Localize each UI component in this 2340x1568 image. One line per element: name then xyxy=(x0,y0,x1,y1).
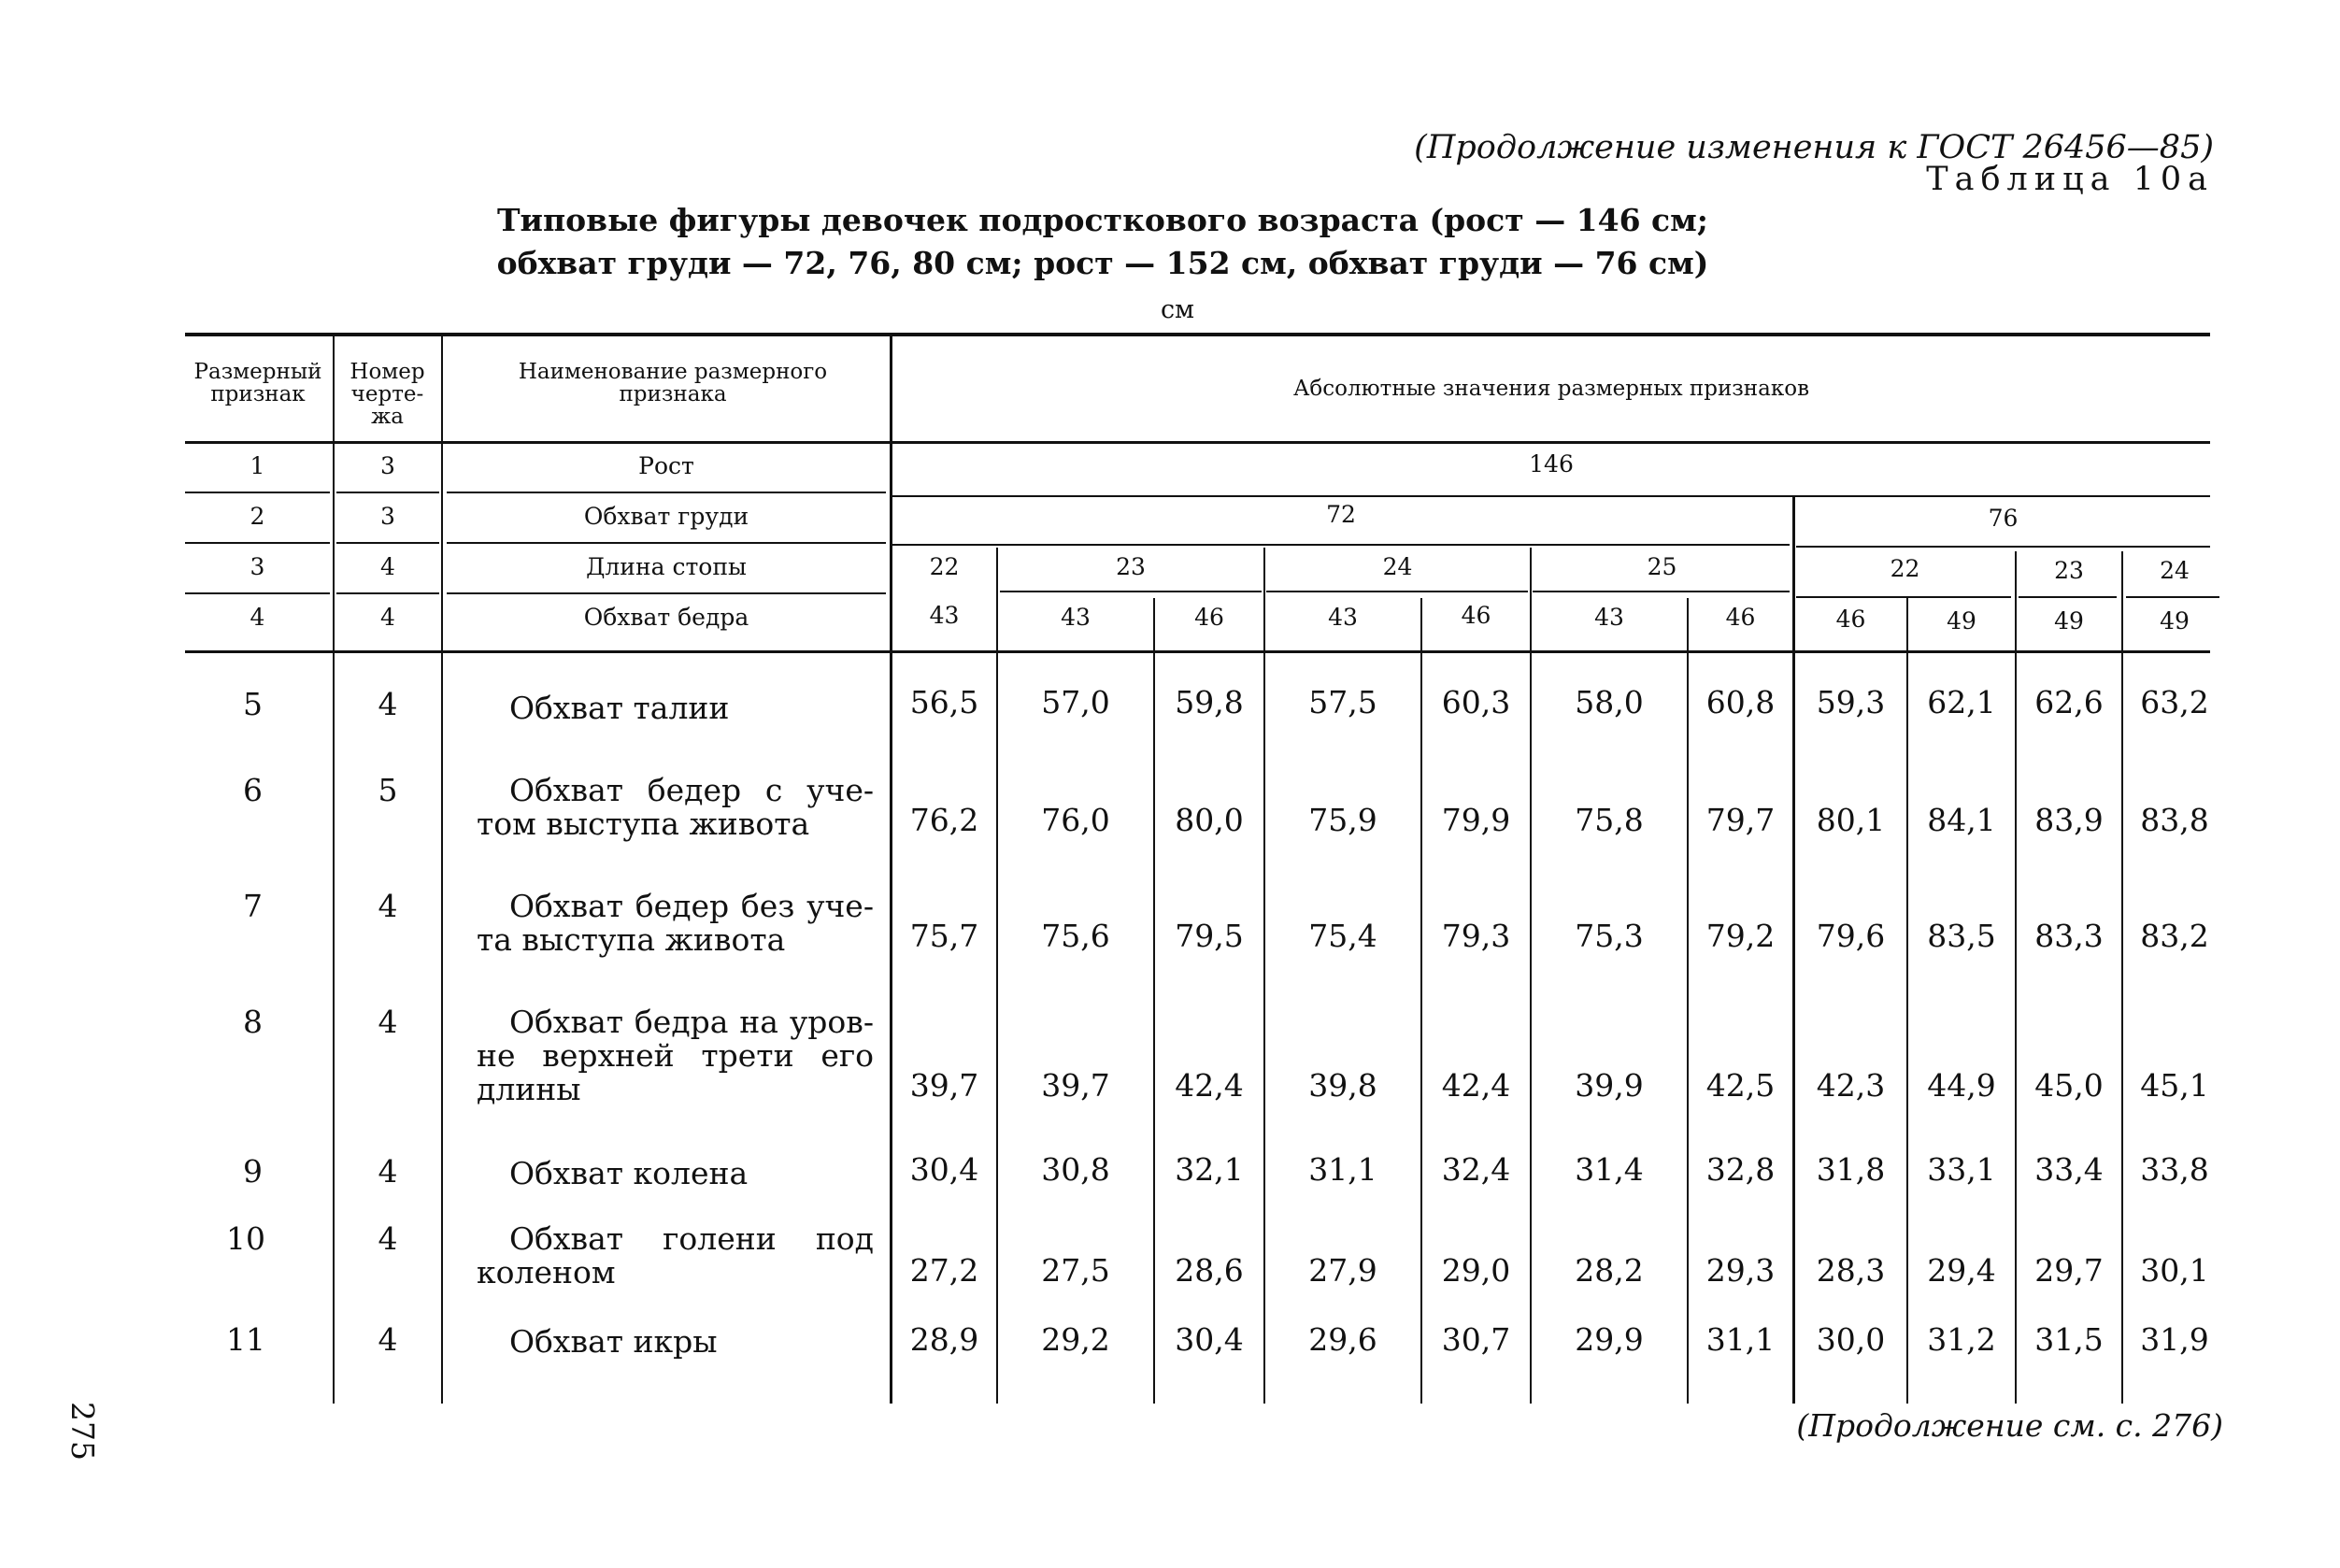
row-4-num: 4 xyxy=(250,604,265,631)
row-6-value: 83,8 xyxy=(2140,802,2209,838)
row-7-value: 83,2 xyxy=(2140,918,2209,954)
row-7-value: 75,6 xyxy=(1041,918,1110,954)
col-header-values: Абсолютные значения размерных признаков xyxy=(1292,377,1810,401)
row-5-value: 60,3 xyxy=(1441,684,1511,720)
row-5-value: 56,5 xyxy=(909,684,979,720)
row-8-name: Обхват бедра на уров-не верхней трети его длины xyxy=(477,1004,874,1107)
row-8-value: 45,0 xyxy=(2034,1067,2104,1104)
row-7-name: Обхват бедер без уче-та выступа живота xyxy=(477,888,874,958)
row-3-value: 22 xyxy=(1890,555,1920,582)
row-11-value: 28,9 xyxy=(909,1321,979,1358)
row-6-value: 76,0 xyxy=(1041,802,1110,838)
row-11-name: Обхват икры xyxy=(509,1323,718,1360)
row-9-value: 30,4 xyxy=(909,1151,979,1188)
continuation-footer: (Продолжение см. с. 276) xyxy=(1796,1407,2223,1444)
row-10-num: 10 xyxy=(226,1220,265,1257)
row-4-value: 43 xyxy=(1328,604,1358,631)
row-5-value: 57,0 xyxy=(1041,684,1110,720)
row-11-drawing: 4 xyxy=(378,1321,398,1358)
row-8-value: 42,4 xyxy=(1441,1067,1511,1104)
col-header-feature: Размерный признак xyxy=(193,360,322,406)
row-9-num: 9 xyxy=(243,1153,263,1190)
row-8-num: 8 xyxy=(243,1004,263,1040)
row-11-value: 30,0 xyxy=(1816,1321,1886,1358)
row-10-value: 27,2 xyxy=(909,1252,979,1289)
row-7-num: 7 xyxy=(243,888,263,924)
row-11-value: 30,7 xyxy=(1441,1321,1511,1358)
row-2-value-chest-72: 72 xyxy=(1326,501,1356,528)
row-6-value: 79,9 xyxy=(1441,802,1511,838)
row-3-name: Длина стопы xyxy=(586,553,747,580)
row-8-value: 45,1 xyxy=(2140,1067,2209,1104)
row-7-value: 83,5 xyxy=(1927,918,1996,954)
row-11-value: 29,2 xyxy=(1041,1321,1110,1358)
row-7-value: 79,3 xyxy=(1441,918,1511,954)
row-11-value: 29,9 xyxy=(1575,1321,1644,1358)
row-5-value: 59,3 xyxy=(1816,684,1886,720)
row-8-drawing: 4 xyxy=(378,1004,398,1040)
row-9-name: Обхват колена xyxy=(509,1155,749,1191)
row-3-value: 23 xyxy=(2054,557,2084,584)
row-11-value: 29,6 xyxy=(1308,1321,1377,1358)
row-11-value: 31,5 xyxy=(2034,1321,2104,1358)
row-7-value: 79,2 xyxy=(1705,918,1776,954)
row-9-value: 31,4 xyxy=(1575,1151,1644,1188)
row-4-value: 43 xyxy=(1594,604,1624,631)
row-10-value: 27,9 xyxy=(1308,1252,1377,1289)
row-10-value: 28,6 xyxy=(1175,1252,1244,1289)
row-9-value: 31,1 xyxy=(1308,1151,1377,1188)
continuation-note: (Продолжение изменения к ГОСТ 26456—85) xyxy=(1414,129,2214,166)
row-1-name: Рост xyxy=(638,452,694,479)
row-1-num: 1 xyxy=(250,452,265,479)
row-10-value: 30,1 xyxy=(2140,1252,2209,1289)
row-5-value: 59,8 xyxy=(1175,684,1244,720)
row-3-value: 25 xyxy=(1647,553,1677,580)
row-8-value: 42,5 xyxy=(1705,1067,1776,1104)
row-8-value: 44,9 xyxy=(1927,1067,1996,1104)
row-11-num: 11 xyxy=(226,1321,265,1358)
row-10-value: 29,4 xyxy=(1927,1252,1996,1289)
row-10-value: 29,0 xyxy=(1441,1252,1511,1289)
row-4-name: Обхват бедра xyxy=(583,604,749,631)
row-6-value: 75,9 xyxy=(1308,802,1377,838)
row-4-value: 49 xyxy=(2160,607,2190,634)
row-5-value: 63,2 xyxy=(2140,684,2209,720)
row-3-value: 22 xyxy=(929,553,960,580)
row-10-drawing: 4 xyxy=(378,1220,398,1257)
row-11-value: 31,1 xyxy=(1705,1321,1776,1358)
row-8-value: 39,8 xyxy=(1308,1067,1377,1104)
page-number: 275 xyxy=(64,1402,101,1461)
row-4-drawing: 4 xyxy=(380,604,395,631)
row-8-value: 39,7 xyxy=(909,1067,979,1104)
row-6-value: 80,1 xyxy=(1816,802,1886,838)
row-5-value: 62,1 xyxy=(1927,684,1996,720)
row-3-drawing: 4 xyxy=(380,553,395,580)
row-10-value: 28,3 xyxy=(1816,1252,1886,1289)
table-label: Таблица 10а xyxy=(1926,161,2214,198)
row-6-drawing: 5 xyxy=(378,772,398,808)
row-6-name: Обхват бедер с уче-том выступа живота xyxy=(477,772,874,842)
row-9-value: 30,8 xyxy=(1041,1151,1110,1188)
row-8-value: 39,7 xyxy=(1041,1067,1110,1104)
row-4-value: 43 xyxy=(929,602,960,629)
col-header-name: Наименование размерного признака xyxy=(518,360,828,406)
row-5-value: 62,6 xyxy=(2034,684,2104,720)
row-3-value: 23 xyxy=(1116,553,1146,580)
row-5-name: Обхват талии xyxy=(509,690,730,726)
row-2-value-chest-76: 76 xyxy=(1988,505,2019,532)
row-7-value: 79,5 xyxy=(1175,918,1244,954)
row-1-drawing: 3 xyxy=(380,452,395,479)
row-7-drawing: 4 xyxy=(378,888,398,924)
row-8-value: 39,9 xyxy=(1575,1067,1644,1104)
row-6-value: 76,2 xyxy=(909,802,979,838)
row-4-value: 43 xyxy=(1061,604,1091,631)
row-9-value: 32,4 xyxy=(1441,1151,1511,1188)
row-7-value: 83,3 xyxy=(2034,918,2104,954)
row-2-name: Обхват груди xyxy=(583,503,749,530)
row-4-value: 46 xyxy=(1725,604,1756,631)
row-6-value: 80,0 xyxy=(1175,802,1244,838)
row-4-value: 49 xyxy=(1947,607,1976,634)
row-9-value: 32,1 xyxy=(1175,1151,1244,1188)
col-header-drawing: Номер черте-жа xyxy=(350,360,425,429)
row-4-value: 46 xyxy=(1461,602,1491,629)
row-5-value: 58,0 xyxy=(1575,684,1644,720)
row-10-value: 29,3 xyxy=(1705,1252,1776,1289)
row-2-num: 2 xyxy=(250,503,265,530)
row-6-value: 83,9 xyxy=(2034,802,2104,838)
row-6-value: 84,1 xyxy=(1927,802,1996,838)
unit-label: см xyxy=(1160,295,1195,324)
row-10-value: 29,7 xyxy=(2034,1252,2104,1289)
row-11-value: 30,4 xyxy=(1175,1321,1244,1358)
row-3-value: 24 xyxy=(1382,553,1413,580)
row-5-num: 5 xyxy=(243,686,263,722)
row-11-value: 31,9 xyxy=(2140,1321,2209,1358)
row-5-value: 60,8 xyxy=(1705,684,1776,720)
row-4-value: 46 xyxy=(1835,606,1866,633)
row-10-value: 27,5 xyxy=(1041,1252,1110,1289)
row-10-value: 28,2 xyxy=(1575,1252,1644,1289)
row-8-value: 42,3 xyxy=(1816,1067,1886,1104)
row-6-num: 6 xyxy=(243,772,263,808)
table-title-line-2: обхват груди — 72, 76, 80 см; рост — 152 см, обхват груди — 76 см) xyxy=(496,245,1709,281)
row-7-value: 75,4 xyxy=(1308,918,1377,954)
row-5-value: 57,5 xyxy=(1308,684,1377,720)
row-9-drawing: 4 xyxy=(378,1153,398,1190)
row-6-value: 75,8 xyxy=(1575,802,1644,838)
row-9-value: 33,4 xyxy=(2034,1151,2104,1188)
row-7-value: 75,7 xyxy=(909,918,979,954)
row-4-value: 49 xyxy=(2054,607,2084,634)
row-9-value: 31,8 xyxy=(1816,1151,1886,1188)
row-8-value: 42,4 xyxy=(1175,1067,1244,1104)
row-3-value: 24 xyxy=(2160,557,2190,584)
table-title-line-1: Типовые фигуры девочек подросткового возраста (рост — 146 см; xyxy=(496,202,1708,238)
row-9-value: 33,1 xyxy=(1927,1151,1996,1188)
row-3-num: 3 xyxy=(250,553,265,580)
row-4-value: 46 xyxy=(1194,604,1224,631)
row-11-value: 31,2 xyxy=(1927,1321,1996,1358)
row-9-value: 32,8 xyxy=(1705,1151,1776,1188)
row-6-value: 79,7 xyxy=(1705,802,1776,838)
row-2-drawing: 3 xyxy=(380,503,395,530)
row-9-value: 33,8 xyxy=(2140,1151,2209,1188)
row-7-value: 79,6 xyxy=(1816,918,1886,954)
row-10-name: Обхват голени под коленом xyxy=(477,1220,874,1290)
row-7-value: 75,3 xyxy=(1575,918,1644,954)
row-1-value-height: 146 xyxy=(1529,450,1574,478)
row-5-drawing: 4 xyxy=(378,686,398,722)
